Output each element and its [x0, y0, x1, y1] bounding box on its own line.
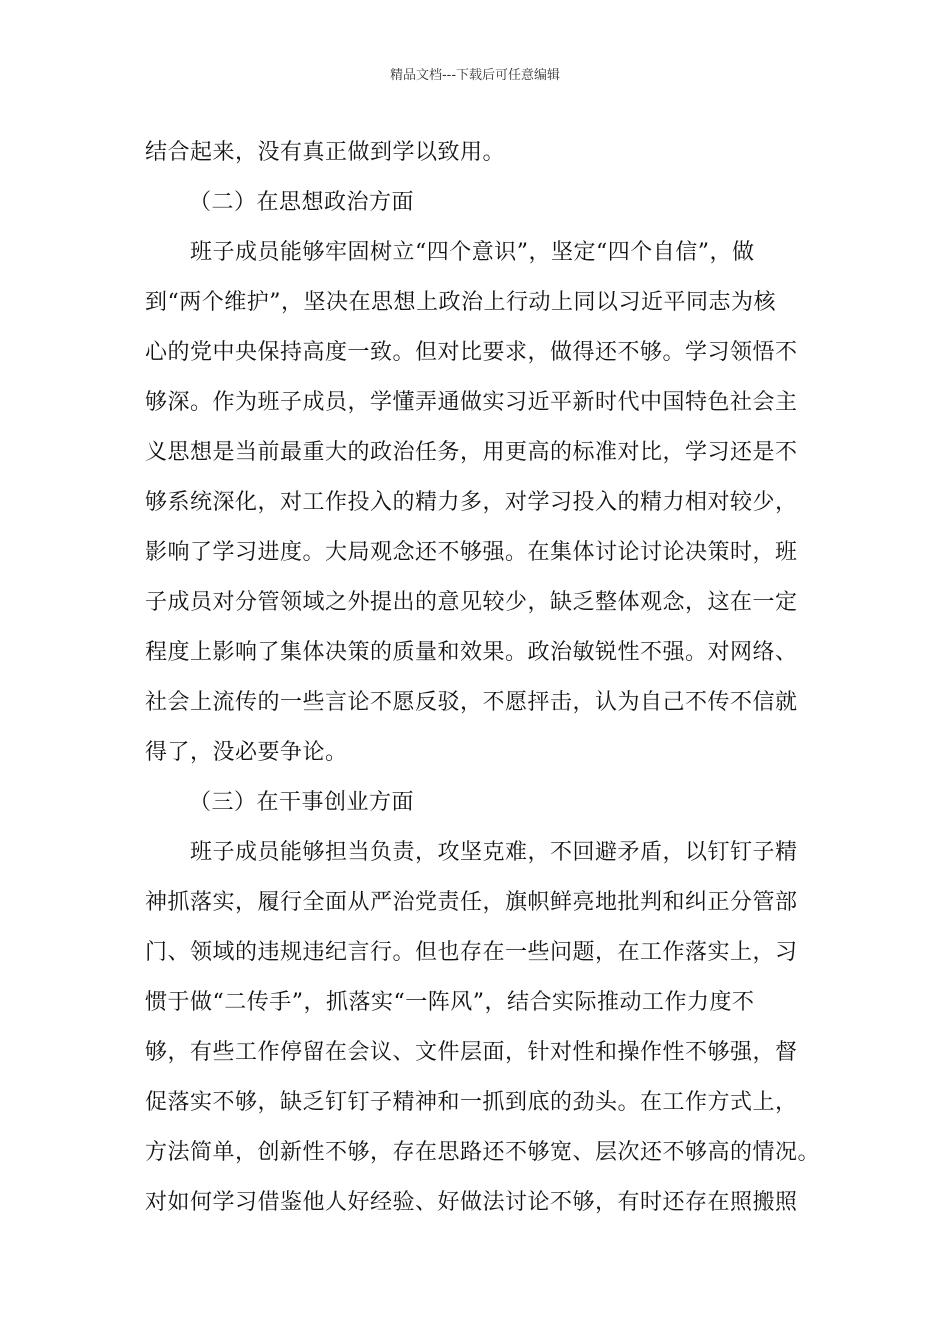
body-line: 惯于做“二传手”，抓落实“一阵风”，结合实际推动工作力度不: [145, 990, 755, 1015]
body-line: 得了，没必要争论。: [145, 740, 348, 765]
body-line: 结合起来，没有真正做到学以致用。: [145, 140, 506, 165]
document-body: [145, 128, 821, 1228]
body-line: 到“两个维护”，坚决在思想上政治上行动上同以习近平同志为核: [145, 290, 776, 315]
body-line: 够深。作为班子成员，学懂弄通做实习近平新时代中国特色社会主: [145, 390, 798, 415]
page-header: 精品文档---下载后可任意编辑: [389, 68, 561, 83]
body-line: 够，有些工作停留在会议、文件层面，针对性和操作性不够强，督: [145, 1040, 798, 1065]
section-heading: （二）在思想政治方面: [189, 190, 415, 215]
body-line: 对如何学习借鉴他人好经验、好做法讨论不够，有时还存在照搬照: [145, 1190, 798, 1215]
body-line: 够系统深化，对工作投入的精力多，对学习投入的精力相对较少，: [145, 490, 798, 515]
body-line: 影响了学习进度。大局观念还不够强。在集体讨论讨论决策时，班: [145, 540, 798, 565]
body-line: 门、领域的违规违纪言行。但也存在一些问题，在工作落实上，习: [145, 940, 798, 965]
body-line: 子成员对分管领域之外提出的意见较少，缺乏整体观念，这在一定: [145, 590, 798, 615]
body-line: 班子成员能够牢固树立“四个意识”，坚定“四个自信”，做: [145, 240, 755, 265]
body-line: 社会上流传的一些言论不愿反驳，不愿抨击，认为自己不传不信就: [145, 690, 798, 715]
body-line: 方法简单，创新性不够，存在思路还不够宽、层次还不够高的情况。: [145, 1140, 821, 1165]
body-line: 义思想是当前最重大的政治任务，用更高的标准对比，学习还是不: [145, 440, 798, 465]
body-line: 心的党中央保持高度一致。但对比要求，做得还不够。学习领悟不: [145, 340, 798, 365]
body-line: 促落实不够，缺乏钉钉子精神和一抓到底的劲头。在工作方式上，: [145, 1090, 798, 1115]
body-line: 班子成员能够担当负责，攻坚克难，不回避矛盾，以钉钉子精: [145, 840, 798, 865]
section-heading: （三）在干事创业方面: [189, 790, 415, 815]
body-line: 程度上影响了集体决策的质量和效果。政治敏锐性不强。对网络、: [145, 640, 798, 665]
body-line: 神抓落实，履行全面从严治党责任，旗帜鲜亮地批判和纠正分管部: [145, 890, 798, 915]
